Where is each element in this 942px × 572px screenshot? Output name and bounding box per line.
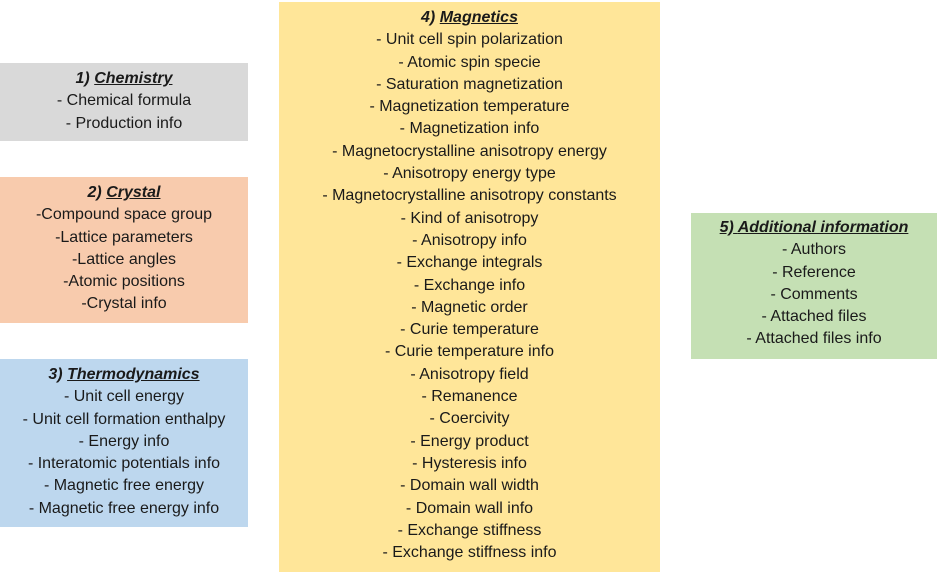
list-item: - Domain wall width: [400, 477, 539, 495]
list-item: - Exchange stiffness info: [382, 544, 557, 562]
list-item: - Magnetocrystalline anisotropy energy: [332, 142, 607, 160]
list-item: - Production info: [65, 114, 183, 132]
additional-information-list: [691, 239, 937, 350]
list-item: -Atomic positions: [63, 273, 185, 291]
list-item: - Unit cell spin polarization: [376, 31, 563, 49]
chemistry-list: [0, 90, 248, 135]
list-item: - Magnetocrystalline anisotropy constants: [322, 187, 617, 205]
list-item: - Anisotropy energy type: [383, 165, 556, 183]
list-item: - Curie temperature info: [385, 343, 554, 361]
thermodynamics-title: 3) Thermodynamics: [48, 366, 200, 383]
list-item: - Saturation magnetization: [376, 75, 563, 93]
list-item: - Exchange integrals: [396, 254, 543, 272]
list-item: - Attached files info: [746, 330, 882, 348]
list-item: - Magnetization temperature: [369, 98, 570, 116]
chemistry-box: [0, 63, 248, 141]
list-item: - Kind of anisotropy: [400, 209, 539, 227]
list-item: - Chemical formula: [56, 92, 192, 110]
list-item: - Magnetic free energy: [43, 477, 205, 495]
list-item: - Attached files: [761, 308, 867, 326]
list-item: -Compound space group: [35, 206, 213, 224]
list-item: - Magnetic order: [411, 298, 528, 316]
list-item: - Magnetization info: [399, 120, 540, 138]
thermodynamics-box: [0, 359, 248, 527]
list-item: - Unit cell formation enthalpy: [22, 410, 226, 428]
magnetics-title: 4) Magnetics: [421, 9, 518, 26]
list-item: - Authors: [781, 241, 847, 259]
additional-information-box: [691, 213, 937, 359]
list-item: - Comments: [770, 285, 858, 303]
crystal-title: 2) Crystal: [87, 184, 161, 201]
list-item: - Remanence: [421, 388, 518, 406]
list-item: - Unit cell energy: [63, 388, 185, 406]
list-item: - Hysteresis info: [412, 454, 527, 472]
list-item: - Energy product: [410, 432, 529, 450]
list-item: -Crystal info: [81, 295, 167, 313]
thermodynamics-list: [0, 386, 248, 520]
additional-information-title: 5) Additional information: [719, 219, 909, 236]
crystal-list: [0, 204, 248, 315]
list-item: - Atomic spin specie: [398, 53, 541, 71]
list-item: -Lattice parameters: [55, 228, 193, 246]
list-item: - Coercivity: [429, 410, 510, 428]
list-item: - Anisotropy info: [412, 231, 527, 249]
list-item: - Curie temperature: [400, 321, 539, 339]
list-item: - Magnetic free energy info: [28, 499, 220, 517]
crystal-box: [0, 177, 248, 323]
chemistry-title: 1) Chemistry: [75, 70, 173, 87]
magnetics-box: [279, 2, 660, 572]
list-item: - Domain wall info: [405, 499, 534, 517]
list-item: - Energy info: [78, 432, 170, 450]
list-item: - Exchange stiffness: [397, 521, 542, 539]
magnetics-list: [279, 29, 660, 564]
list-item: - Interatomic potentials info: [27, 455, 221, 473]
list-item: - Anisotropy field: [410, 365, 529, 383]
list-item: - Exchange info: [413, 276, 526, 294]
list-item: - Reference: [772, 263, 856, 281]
list-item: -Lattice angles: [71, 250, 177, 268]
